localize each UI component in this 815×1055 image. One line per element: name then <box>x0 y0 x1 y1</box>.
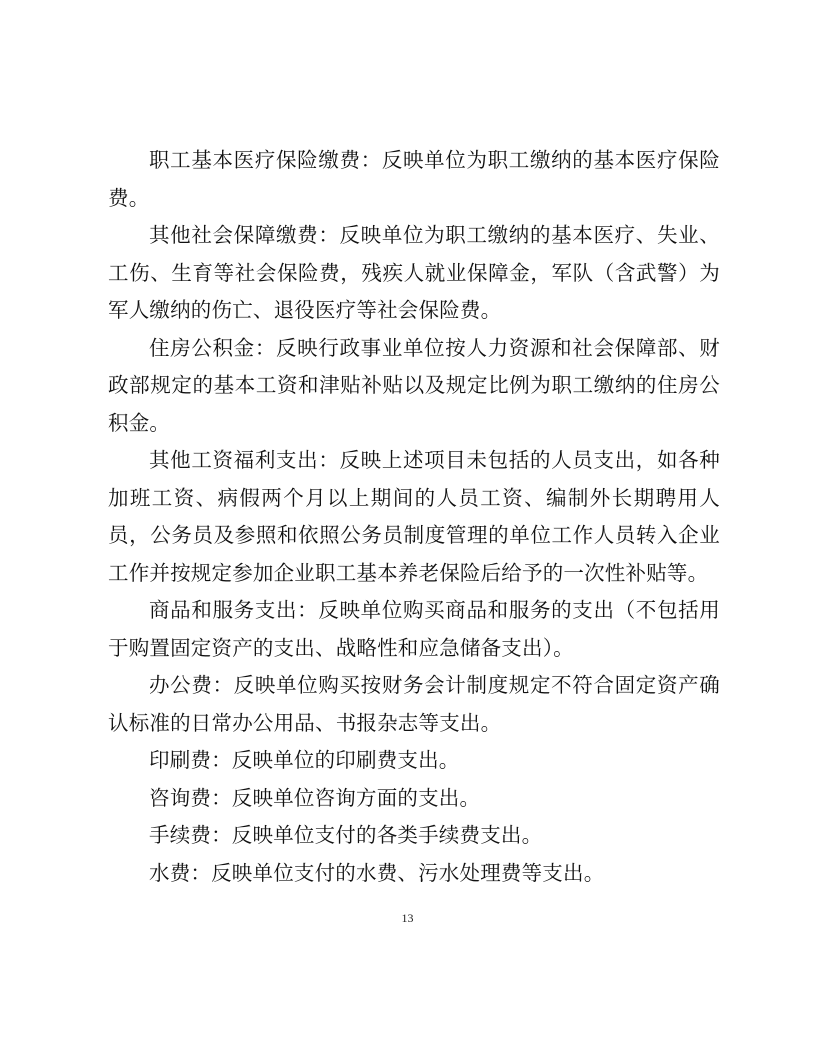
paragraph-printing-fees: 印刷费：反映单位的印刷费支出。 <box>149 748 460 772</box>
paragraph-housing-provident-fund: 住房公积金：反映行政事业单位按人力资源和社会保障部、财政部规定的基本工资和津贴补贴以及规定比例为职工缴纳的住房公积金。 <box>108 335 720 435</box>
paragraph-other-social-security: 其他社会保障缴费：反映单位为职工缴纳的基本医疗、失业、工伤、生育等社会保险费，残疾人就业保障金，军队（含武警）为军人缴纳的伤亡、退役医疗等社会保险费。 <box>108 223 720 322</box>
paragraph-handling-fees: 手续费：反映单位支付的各类手续费支出。 <box>149 823 543 847</box>
body-text <box>108 142 720 892</box>
paragraph-employee-medical-insurance: 职工基本医疗保险缴费：反映单位为职工缴纳的基本医疗保险费。 <box>108 148 720 210</box>
paragraph-consulting-fees: 咨询费：反映单位咨询方面的支出。 <box>149 785 481 810</box>
page-number: 13 <box>401 911 414 925</box>
paragraph-office-expenses: 办公费：反映单位购买按财务会计制度规定不符合固定资产确认标准的日常办公用品、书报杂志等支出。 <box>108 673 720 735</box>
paragraph-goods-and-services: 商品和服务支出：反映单位购买商品和服务的支出（不包括用于购置固定资产的支出、战略性和应急储备支出）。 <box>108 598 720 660</box>
paragraph-other-wage-welfare: 其他工资福利支出：反映上述项目未包括的人员支出，如各种加班工资、病假两个月以上期间的人员工资、编制外长期聘用人员，公务员及参照和依照公务员制度管理的单位工作人员转入企业工作并按规定参加企业职工基本养老保险后给予的一次性补贴等。 <box>108 448 720 585</box>
paragraph-water-fees: 水费：反映单位支付的水费、污水处理费等支出。 <box>149 860 605 885</box>
